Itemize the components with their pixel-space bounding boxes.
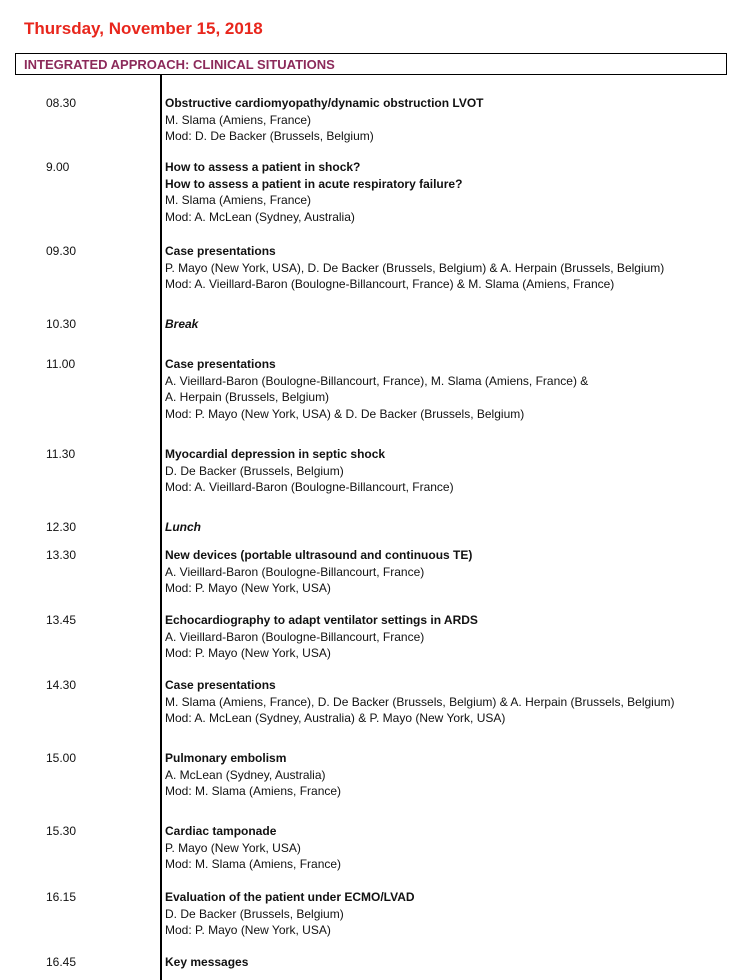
speaker-line: D. De Backer (Brussels, Belgium) xyxy=(165,906,344,921)
speaker-line: A. Vieillard-Baron (Boulogne-Billancourt, France) xyxy=(165,564,425,579)
session-title: Evaluation of the patient under ECMO/LVAD xyxy=(165,890,415,904)
page-date-heading: Thursday, November 15, 2018 xyxy=(24,19,263,38)
break-label: Break xyxy=(165,317,199,331)
slot-time: 13.45 xyxy=(46,613,77,627)
section-header-box xyxy=(15,53,727,75)
slot-details xyxy=(165,823,740,873)
speaker-line: A. Vieillard-Baron (Boulogne-Billancourt, France) xyxy=(165,629,425,644)
slot-time: 14.30 xyxy=(46,678,77,692)
session-title: Key messages xyxy=(165,955,249,969)
session-title: Obstructive cardiomyopathy/dynamic obstruction LVOT xyxy=(165,96,484,110)
slot-details xyxy=(165,889,740,939)
slot-time: 16.15 xyxy=(46,890,77,904)
session-title: How to assess a patient in shock? xyxy=(165,160,361,174)
session-title: Cardiac tamponade xyxy=(165,824,277,838)
speaker-line: M. Slama (Amiens, France) xyxy=(165,193,312,207)
slot-time: 16.45 xyxy=(46,955,77,969)
session-title: Pulmonary embolism xyxy=(165,751,287,765)
session-title: How to assess a patient in acute respiratory failure? xyxy=(165,176,463,191)
slot-details xyxy=(165,446,740,496)
moderator-line: Mod: M. Slama (Amiens, France) xyxy=(165,857,342,871)
slot-time: 10.30 xyxy=(46,317,77,331)
slot-details xyxy=(165,356,740,422)
speaker-line: M. Slama (Amiens, France) xyxy=(165,112,312,127)
slot-time: 15.30 xyxy=(46,824,77,838)
slot-time: 09.30 xyxy=(46,244,77,258)
moderator-line: Mod: M. Slama (Amiens, France) xyxy=(165,784,342,798)
speaker-line: D. De Backer (Brussels, Belgium) xyxy=(165,463,344,478)
moderator-line: Mod: P. Mayo (New York, USA) xyxy=(165,646,331,660)
slot-time: 12.30 xyxy=(46,520,77,534)
slot-time: 13.30 xyxy=(46,548,77,562)
slot-time: 11.00 xyxy=(46,357,76,371)
slot-details xyxy=(165,95,740,145)
speaker-line: A. McLean (Sydney, Australia) xyxy=(165,767,326,782)
timeline-divider xyxy=(160,75,162,980)
lunch-label: Lunch xyxy=(165,520,201,534)
slot-details xyxy=(165,612,740,662)
slot-time: 08.30 xyxy=(46,96,77,110)
session-title: Case presentations xyxy=(165,244,276,258)
slot-details xyxy=(165,159,740,225)
session-title: Case presentations xyxy=(165,678,276,692)
moderator-line: Mod: A. McLean (Sydney, Australia) xyxy=(165,209,355,224)
speaker-line: P. Mayo (New York, USA) xyxy=(165,840,301,855)
speaker-line: A. Vieillard-Baron (Boulogne-Billancourt, France), M. Slama (Amiens, France) & xyxy=(165,373,589,388)
speaker-line: P. Mayo (New York, USA), D. De Backer (Brussels, Belgium) & A. Herpain (Brussels, Belgium) xyxy=(165,260,665,275)
session-title: Echocardiography to adapt ventilator settings in ARDS xyxy=(165,613,478,627)
slot-time: 11.30 xyxy=(46,447,76,461)
slot-time: 15.00 xyxy=(46,751,77,765)
session-title: New devices (portable ultrasound and continuous TE) xyxy=(165,548,473,562)
moderator-line: Mod: A. Vieillard-Baron (Boulogne-Billancourt, France) & M. Slama (Amiens, France) xyxy=(165,277,615,291)
slot-details xyxy=(165,316,740,333)
slot-details xyxy=(165,519,740,536)
slot-details xyxy=(165,677,740,727)
slot-details xyxy=(165,243,740,293)
moderator-line: Mod: P. Mayo (New York, USA) & D. De Backer (Brussels, Belgium) xyxy=(165,406,525,421)
moderator-line: Mod: P. Mayo (New York, USA) xyxy=(165,923,331,937)
session-title: Myocardial depression in septic shock xyxy=(165,447,386,461)
slot-time: 9.00 xyxy=(46,160,70,174)
slot-details xyxy=(165,954,740,971)
slot-details xyxy=(165,750,740,800)
moderator-line: Mod: D. De Backer (Brussels, Belgium) xyxy=(165,129,374,143)
session-title: Case presentations xyxy=(165,357,276,371)
slot-details xyxy=(165,547,740,597)
speaker-line: M. Slama (Amiens, France), D. De Backer (Brussels, Belgium) & A. Herpain (Brussels, Belgium) xyxy=(165,694,675,709)
speaker-line: A. Herpain (Brussels, Belgium) xyxy=(165,390,330,404)
section-title: INTEGRATED APPROACH: CLINICAL SITUATIONS xyxy=(24,57,335,72)
moderator-line: Mod: P. Mayo (New York, USA) xyxy=(165,581,331,595)
moderator-line: Mod: A. McLean (Sydney, Australia) & P. Mayo (New York, USA) xyxy=(165,711,506,725)
moderator-line: Mod: A. Vieillard-Baron (Boulogne-Billancourt, France) xyxy=(165,480,454,494)
